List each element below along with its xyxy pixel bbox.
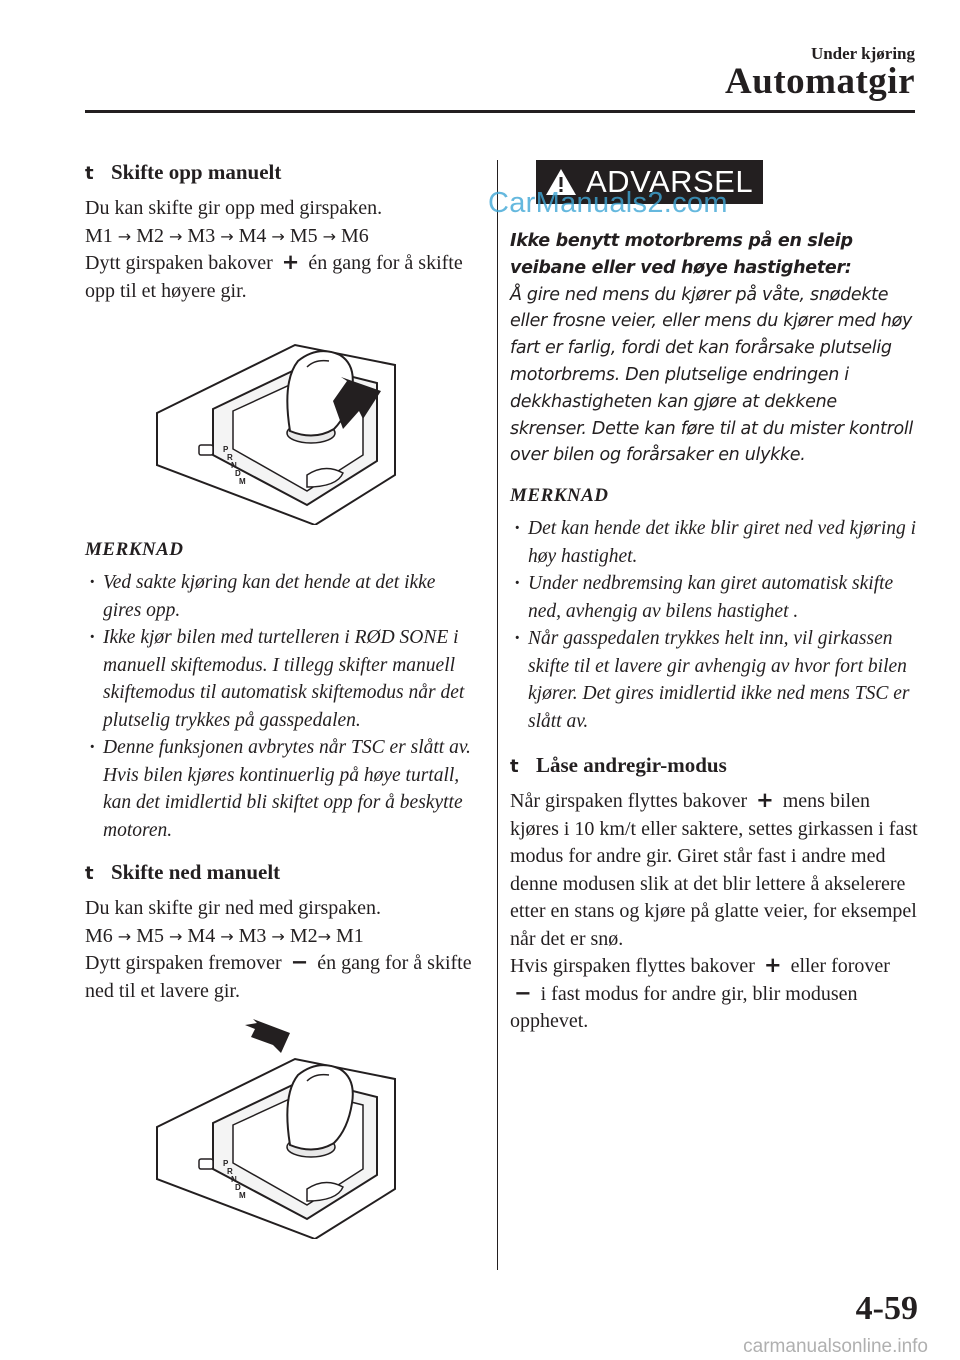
section-title: Låse andregir-modus — [536, 753, 727, 778]
gear-label: D — [235, 1183, 241, 1192]
arrow-icon: → — [117, 926, 132, 946]
downshift-intro: Du kan skifte gir ned med girspaken. — [85, 897, 382, 919]
warning-body: Å gire ned mens du kjører på våte, snødekte eller frosne veier, eller mens du kjører med høy fart er farlig, fordi det kan forårsake plutselig motorbrems. Den plutselige endringen i dekkhastigheten kan gjøre at dekkene skrenser. Dette kan føre til at du mister kontroll over bilen og forårsaker en ulykke. — [510, 284, 913, 466]
arrow-icon: → — [220, 926, 234, 946]
note-item: · Under nedbremsing kan giret automatisk skifte ned, avhengig av bilens hastighet . — [510, 570, 918, 625]
note-block-right — [510, 485, 918, 735]
arrow-icon: → — [271, 926, 285, 946]
note-heading: MERKNAD — [510, 485, 609, 507]
note-item: · Ikke kjør bilen med turtelleren i RØD SONE i manuell skiftemodus. I tillegg skifter manuell skiftemodus til automatisk skiftemodus når det plutselig trykkes på gasspedalen. — [85, 624, 475, 734]
second-gear-hold-text — [510, 788, 918, 1036]
warning-lead: Ikke benytt motorbrems på en sleip veibane eller ved høye hastigheter: — [510, 231, 853, 278]
plus-icon: + — [756, 788, 774, 813]
gear-label: N — [231, 1175, 237, 1184]
chapter-label: Under kjøring — [810, 44, 915, 63]
upshift-intro: Du kan skifte gir opp med girspaken. — [85, 197, 383, 219]
arrow-icon: → — [169, 926, 183, 946]
section-heading-downshift — [85, 860, 475, 885]
footer-watermark: carmanualsonline.info — [743, 1336, 928, 1357]
note-item: · Når gasspedalen trykkes helt inn, vil girkassen skifte til et lavere gir avhengig av hvor fort bilen kjører. Det gires imidlertid ikke ned mens TSC er slått av. — [510, 625, 918, 735]
upshift-instruction: Dytt girspaken bakover + én gang for å skifte opp til et høyere gir. — [85, 250, 463, 302]
header-rule — [85, 110, 915, 113]
note-list — [85, 569, 475, 844]
section-heading-second-gear-hold — [510, 753, 918, 778]
section-title: Skifte ned manuelt — [111, 860, 281, 884]
arrow-icon: → — [169, 226, 183, 246]
hold-paragraph-2: Hvis girspaken flyttes bakover + eller forover − i fast modus for andre gir, blir modusen opphevet. — [510, 953, 890, 1033]
warning-label: ADVARSEL — [586, 164, 754, 199]
section-marker: t — [85, 863, 94, 884]
section-marker: t — [85, 163, 94, 184]
column-divider — [497, 160, 498, 1270]
minus-icon: − — [514, 980, 532, 1005]
left-column — [85, 160, 475, 1239]
gear-label: M — [239, 1191, 246, 1200]
gear-label: R — [227, 453, 233, 462]
gear-label: M — [239, 477, 246, 486]
plus-icon: + — [281, 250, 300, 274]
gear-label: P — [223, 1159, 229, 1168]
note-list — [510, 515, 918, 735]
arrow-icon: → — [220, 226, 234, 246]
arrow-icon: → — [271, 226, 285, 246]
arrow-icon: → — [317, 926, 332, 946]
note-block-left — [85, 539, 475, 844]
note-item-continued: · Denne funksjonen avbrytes når TSC er slått av. Hvis bilen kjøres kontinuerlig på høye turtall, kan det imidlertid bli skiftet opp for å beskytte motoren. — [85, 734, 475, 844]
page-title: Automatgir — [725, 61, 915, 102]
gear-label: N — [231, 461, 237, 470]
section-marker: t — [510, 756, 519, 778]
shift-lever-downshift-illustration — [85, 1019, 475, 1239]
page-number: 4-59 — [855, 1290, 918, 1327]
minus-icon: − — [290, 950, 309, 974]
upshift-text — [85, 195, 475, 305]
upshift-sequence: M1 → M2 → M3 → M4 → M5 → M6 — [85, 224, 369, 247]
shift-lever-upshift-illustration — [85, 325, 475, 525]
arrow-icon: → — [117, 226, 132, 246]
note-item: · Ved sakte kjøring kan det hende at det ikke gires opp. — [85, 569, 475, 624]
downshift-instruction: Dytt girspaken fremover − én gang for å skifte ned til et lavere gir. — [85, 950, 472, 1002]
watermark: CarManuals2.com — [488, 187, 728, 219]
downshift-text — [85, 895, 475, 1005]
push-forward-arrow — [245, 1019, 290, 1053]
section-heading-upshift — [85, 160, 475, 185]
arrow-icon: → — [322, 226, 337, 246]
plus-icon: + — [763, 953, 782, 978]
note-item: · Det kan hende det ikke blir giret ned ved kjøring i høy hastighet. — [510, 515, 918, 570]
note-heading: MERKNAD — [85, 539, 184, 560]
warning-text — [510, 228, 918, 469]
gear-label: R — [227, 1167, 233, 1176]
downshift-sequence: M6 → M5 → M4 → M3 → M2→ M1 — [85, 924, 364, 947]
section-title: Skifte opp manuelt — [111, 160, 282, 184]
right-column — [510, 160, 918, 1036]
gear-label: P — [223, 445, 229, 454]
hold-paragraph-1: Når girspaken flyttes bakover + mens bilen kjøres i 10 km/t eller saktere, settes girkassen i fast modus for andre gir. Giret står fast i andre med denne modusen slik at det blir lettere å akselerere etter en stans og kjøre på glatte veier, for eksempel når det er snø. — [510, 788, 918, 950]
gear-label: D — [235, 469, 241, 478]
